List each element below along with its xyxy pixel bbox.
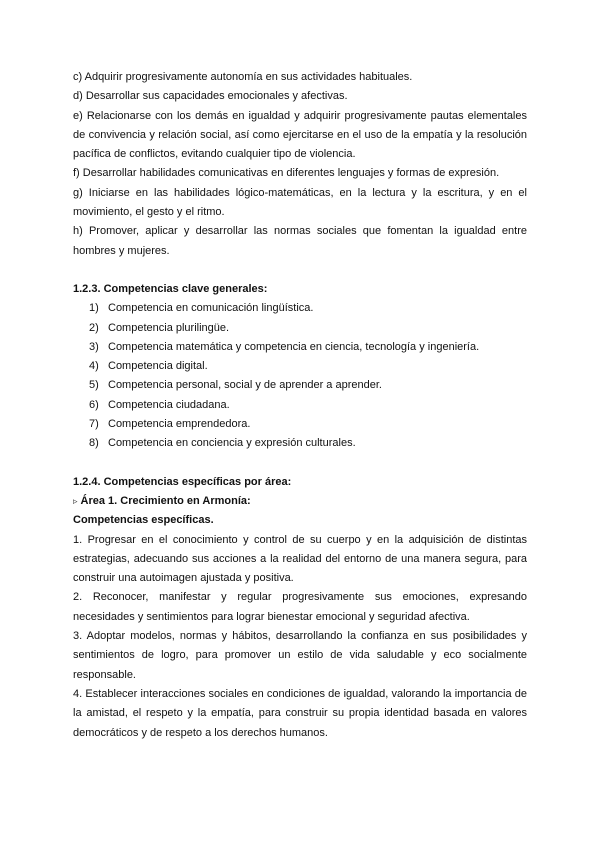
list-item: 3) Competencia matemática y competencia en ciencia, tecnología y ingeniería.	[89, 340, 480, 353]
objective-f: f) Desarrollar habilidades comunicativas en diferentes lenguajes y formas de expresión.	[73, 167, 500, 180]
competencia-paragraph-2: 2. Reconocer, manifestar y regular progresivamente sus emociones, expresando necesidades y sentimientos para lograr bienestar emocional y seguridad afectiva.	[73, 591, 527, 623]
area-title: ▹ Área 1. Crecimiento en Armonía:	[73, 494, 251, 507]
subheading-competencias-especificas: Competencias específicas.	[73, 514, 214, 527]
section-heading-competencias-especificas: 1.2.4. Competencias específicas por área:	[73, 475, 292, 488]
section-heading-competencias-clave: 1.2.3. Competencias clave generales:	[73, 282, 268, 295]
competencia-paragraph-1: 1. Progresar en el conocimiento y control de su cuerpo y en la adquisición de distintas estrategias, adecuando sus acciones a la realidad del entorno de una manera segura, para construir una autoimagen ajustada y positiva.	[73, 533, 527, 585]
list-item: 4) Competencia digital.	[89, 360, 208, 373]
triangle-bullet-icon: ▹	[73, 495, 78, 506]
page-content	[73, 68, 527, 743]
list-item: 6) Competencia ciudadana.	[89, 398, 230, 411]
objective-h: h) Promover, aplicar y desarrollar las normas sociales que fomentan la igualdad entre hombres y mujeres.	[73, 225, 527, 257]
list-item: 2) Competencia plurilingüe.	[89, 321, 230, 334]
list-item: 8) Competencia en conciencia y expresión culturales.	[89, 437, 356, 450]
list-item: 7) Competencia emprendedora.	[89, 418, 251, 431]
objective-d: d) Desarrollar sus capacidades emocionales y afectivas.	[73, 90, 348, 103]
competencia-paragraph-3: 3. Adoptar modelos, normas y hábitos, desarrollando la confianza en sus posibilidades y sentimientos de logro, para promover un estilo de vida saludable y eco socialmente responsable.	[73, 630, 527, 681]
list-item: 1) Competencia en comunicación lingüística.	[89, 302, 314, 315]
competencias-clave-list	[73, 299, 527, 453]
objective-c: c) Adquirir progresivamente autonomía en sus actividades habituales.	[73, 71, 413, 83]
objective-e: e) Relacionarse con los demás en igualdad y adquirir progresivamente pautas elementales de convivencia y relación social, así como ejercitarse en el uso de la empatía y la resolución pacífica de conflictos, evitando cualquier tipo de violencia.	[73, 109, 527, 161]
objective-g: g) Iniciarse en las habilidades lógico-matemáticas, en la lectura y la escritura, y en el movimiento, el gesto y el ritmo.	[73, 186, 527, 219]
competencia-paragraph-4: 4. Establecer interacciones sociales en condiciones de igualdad, valorando la importancia de la amistad, el respeto y la empatía, para construir su propia identidad basada en valores democráticos y de respeto a los derechos humanos.	[73, 687, 527, 739]
list-item: 5) Competencia personal, social y de aprender a aprender.	[89, 379, 382, 392]
